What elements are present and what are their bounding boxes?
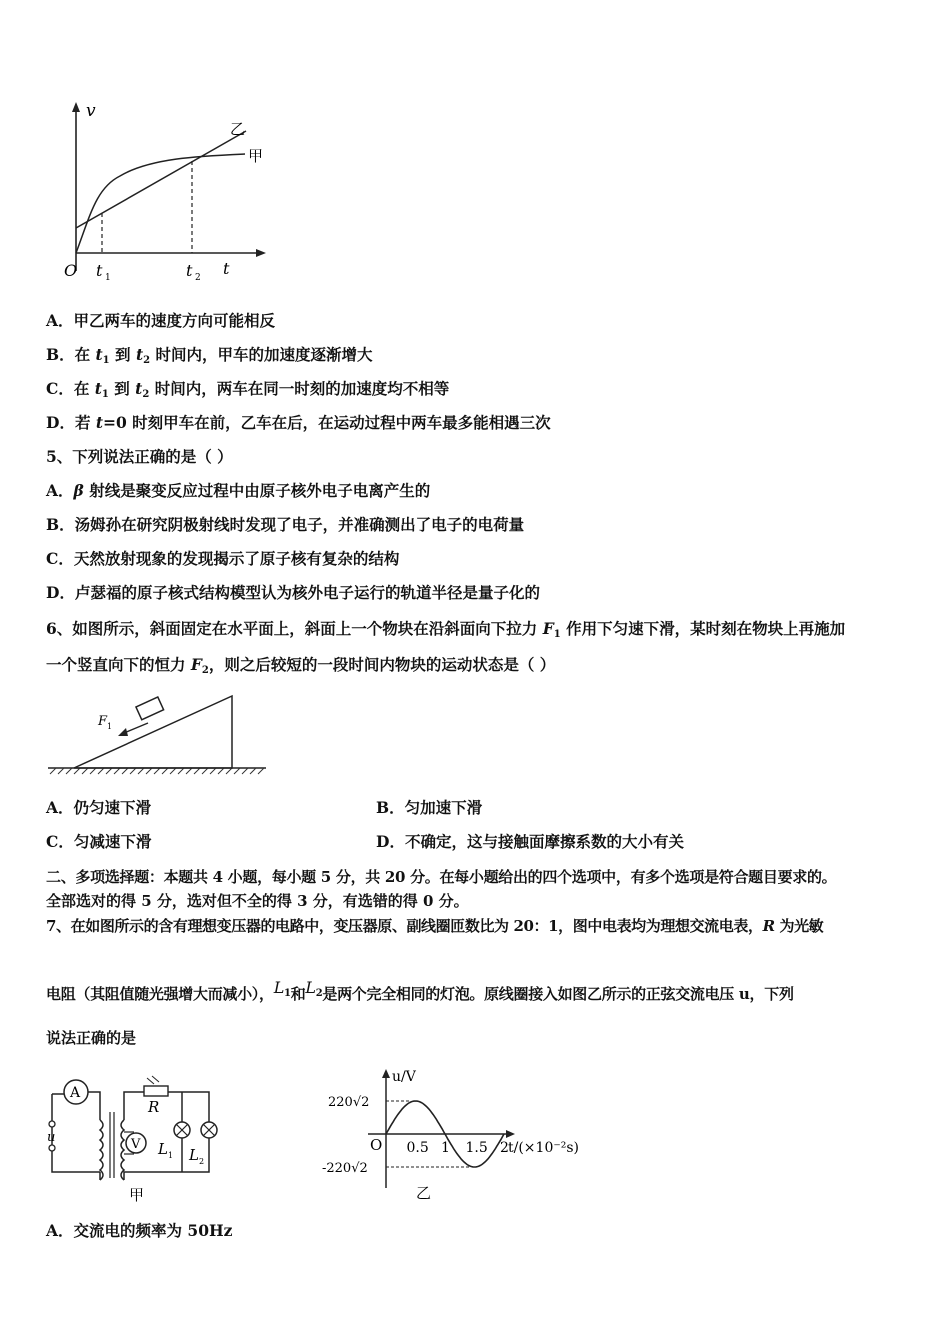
y-tick-bottom: -220√2	[322, 1161, 368, 1176]
q4-c-t1-sub: 1	[101, 389, 109, 400]
q4-option-c	[46, 379, 449, 405]
t2-sub: 2	[195, 273, 201, 283]
t1-sub: 1	[105, 273, 111, 283]
q7-and: 和	[290, 985, 306, 1003]
q4-option-a: A．甲乙两车的速度方向可能相反	[46, 311, 276, 330]
q6-option-a: A．仍匀速下滑	[46, 798, 152, 817]
q4-b-mid: 到	[109, 345, 136, 364]
q7-stem2-post: 是两个完全相同的灯泡。原线圈接入如图乙所示的正弦交流电压 u，下列	[322, 985, 794, 1003]
q6-f2: F	[190, 655, 202, 674]
q5-a-beta: β	[73, 481, 84, 500]
q4-b-t1-sub: 1	[102, 355, 110, 366]
q4-c-post: 时间内，两车在同一时刻的加速度均不相等	[149, 379, 450, 398]
q7-stem-line3: 说法正确的是	[46, 1029, 137, 1047]
q4-b-t2-sub: 2	[143, 355, 151, 366]
q4-option-d	[46, 413, 551, 433]
q4-d-post: =0 时刻甲车在前，乙车在后，在运动过程中两车最多能相遇三次	[103, 413, 551, 432]
q7-l2: L	[305, 978, 316, 997]
q6-f1: F	[542, 619, 554, 638]
axis-v-label: v	[86, 101, 96, 121]
q6-stem1-pre: 6、如图所示，斜面固定在水平面上，斜面上一个物块在沿斜面向下拉力	[46, 619, 543, 638]
origin-o: O	[370, 1136, 383, 1154]
origin-label: O	[64, 261, 78, 280]
q7-stem-line1	[46, 916, 823, 936]
q4-c-t2-sub: 2	[142, 389, 150, 400]
q6-stem2-post: ，则之后较短的一段时间内物块的运动状态是（ ）	[208, 655, 556, 674]
q7-stem-line2	[46, 978, 794, 1004]
q5-option-a	[46, 481, 430, 501]
ammeter-label: A	[70, 1085, 81, 1101]
curve-jia	[76, 154, 245, 253]
q6-stem1-post: 作用下匀速下滑，某时刻在物块上再施加	[560, 619, 846, 638]
q5-option-d: D．卢瑟福的原子核式结构模型认为核外电子运行的轨道半径是量子化的	[46, 583, 540, 602]
q7-l1: L	[273, 978, 285, 997]
q5-stem: 5、下列说法正确的是（ ）	[46, 447, 233, 466]
q6-option-d: D．不确定，这与接触面摩擦系数的大小有关	[376, 832, 684, 851]
x-tick-label: 1.5	[465, 1140, 488, 1156]
t2-label: t	[186, 261, 193, 280]
q4-c-t1: t	[94, 379, 102, 398]
x-tick-label: 2	[500, 1140, 509, 1156]
t1-label: t	[96, 261, 103, 280]
q6-f2-sub: 2	[201, 665, 209, 676]
block	[136, 697, 164, 720]
l1-label: L	[158, 1140, 168, 1158]
q6-stem2-pre: 一个竖直向下的恒力	[46, 655, 191, 674]
section2-line2: 全部选对的得 5 分，选对但不全的得 3 分，有选错的得 0 分。	[46, 892, 469, 910]
q4-c-pre: C．在	[46, 379, 95, 398]
x-tick-label: 0.5	[406, 1140, 429, 1156]
q6-stem-line1	[46, 619, 845, 645]
q6-option-b: B．匀加速下滑	[376, 798, 483, 817]
q7-option-a: A．交流电的频率为 50Hz	[46, 1221, 233, 1240]
axis-t-label: t	[223, 259, 230, 278]
q7-r: R	[762, 917, 775, 935]
q7-stem2-pre: 电阻（其阻值随光强增大而减小），	[46, 985, 274, 1003]
q5-a-pre: A．	[46, 481, 74, 500]
section2-line1: 二、多项选择题：本题共 4 小题，每小题 5 分，共 20 分。在每小题给出的四个选项中，有多个选项是符合题目要求的。	[46, 868, 837, 886]
q4-b-t1: t	[95, 345, 103, 364]
y-axis-label: u/V	[392, 1069, 416, 1085]
l1-label-sub: 1	[168, 1151, 174, 1160]
f1-label-sub: 1	[107, 722, 113, 731]
q6-stem-line2	[46, 655, 555, 681]
r-label: R	[148, 1098, 160, 1116]
l2-label: L	[189, 1146, 199, 1164]
q4-c-t2: t	[135, 379, 143, 398]
voltmeter-label: V	[131, 1137, 141, 1152]
l2-label-sub: 2	[199, 1157, 205, 1166]
q5-option-c: C．天然放射现象的发现揭示了原子核有复杂的结构	[46, 549, 400, 568]
q5-option-b: B．汤姆孙在研究阴极射线时发现了电子，并准确测出了电子的电荷量	[46, 515, 525, 534]
q4-d-t: t	[95, 413, 104, 432]
x-axis-label: t/(×10⁻²s)	[508, 1140, 579, 1156]
q7-l1-sub: 1	[284, 988, 291, 999]
force-f1-arrow	[124, 723, 148, 733]
circuit-figure	[44, 1072, 224, 1207]
curve-jia-label: 甲	[248, 147, 264, 165]
f1-label: F	[98, 714, 108, 729]
chart-caption: 乙	[416, 1184, 432, 1202]
q6-f1-sub: 1	[553, 629, 561, 640]
circuit-caption: 甲	[129, 1186, 145, 1204]
q4-c-mid: 到	[108, 379, 136, 398]
q4-b-post: 时间内，甲车的加速度逐渐增大	[150, 345, 373, 364]
q7-stem1-post: 为光敏	[774, 917, 824, 935]
sine-chart	[310, 1064, 600, 1209]
q6-option-c: C．匀减速下滑	[46, 832, 152, 851]
y-tick-top: 220√2	[328, 1095, 370, 1110]
q4-d-pre: D．若	[46, 413, 96, 432]
q7-l2-sub: 2	[315, 988, 323, 999]
u-label: u	[47, 1130, 56, 1145]
q4-b-pre: B．在	[46, 345, 96, 364]
vt-graph	[60, 96, 280, 286]
q5-a-post: 射线是聚变反应过程中由原子核外电子电离产生的	[83, 481, 431, 500]
x-tick-label: 1	[441, 1140, 450, 1156]
q4-option-b	[46, 345, 372, 371]
q7-stem1-pre: 7、在如图所示的含有理想变压器的电路中，变压器原、副线圈匝数比为 20：1，图中电表均为理想交流电表，	[46, 917, 763, 935]
incline-figure	[44, 690, 274, 780]
curve-yi-label: 乙	[230, 120, 246, 138]
q4-b-t2: t	[135, 345, 144, 364]
